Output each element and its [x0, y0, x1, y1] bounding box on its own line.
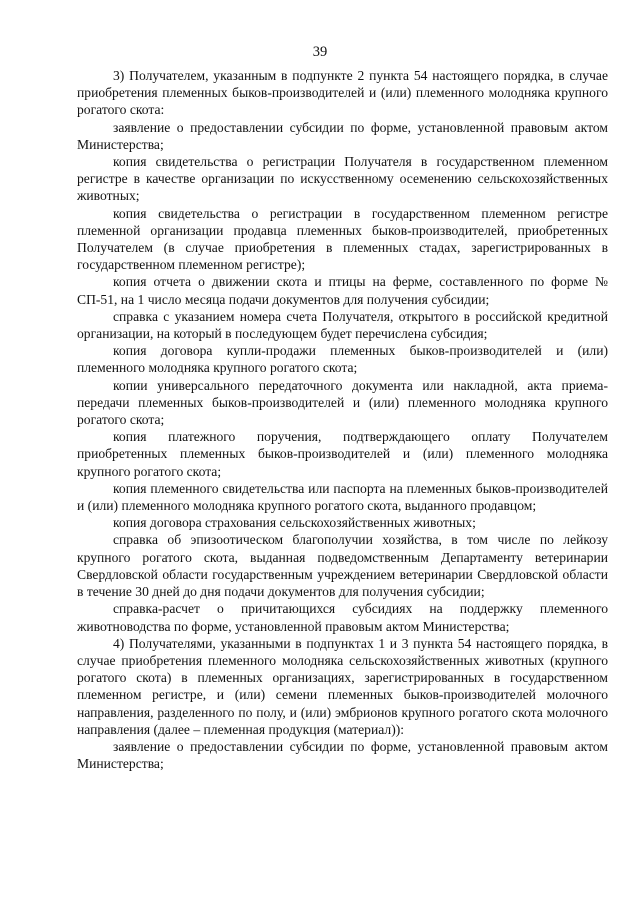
page-number: 39: [312, 44, 328, 60]
paragraph-veterinary-certificate: справка об эпизоотическом благополучии хозяйства, в том числе по лейкозу крупного рогатого скота, выданная подведомственным Департаменту ветеринарии Свердловской области государственным учреждением ветеринарии Свердловской области в течение 30 дней до дня подачи документов для получения субсидии;: [77, 532, 608, 600]
paragraph-bank-account: справка с указанием номера счета Получателя, открытого в российской кредитной организации, на который в последующем будет перечислена субсидия;: [77, 308, 608, 342]
paragraph-transfer-document: копии универсального передаточного документа или накладной, акта приема-передачи племенных быков-производителей и (или) племенного молодняка крупного рогатого скота;: [77, 377, 608, 428]
paragraph-sale-contract: копия договора купли-продажи племенных быков-производителей и (или) племенного молодняка крупного рогатого скота;: [77, 343, 608, 376]
paragraph-payment-order: копия платежного поручения, подтверждающего оплату Получателем приобретенных племенных быков-производителей и (или) племенного молодняка крупного рогатого скота;: [77, 429, 608, 479]
paragraph-subsidy-calculation: справка-расчет о причитающихся субсидиях на поддержку племенного животноводства по форме, установленной правовым актом Министерства;: [77, 601, 608, 634]
paragraph-application-repeat: заявление о предоставлении субсидии по форме, установленной правовым актом Министерства;: [77, 738, 608, 772]
paragraph-livestock-report: копия отчета о движении скота и птицы на ферме, составленного по форме № СП-51, на 1 число месяца подачи документов для получения субсидии;: [77, 274, 608, 307]
paragraph-breeding-certificate: копия племенного свидетельства или паспорта на племенных быков-производителей и (или) племенного молодняка крупного рогатого скота, выданного продавцом;: [77, 480, 608, 514]
document-body: [77, 67, 608, 772]
paragraph-item-3-intro: 3) Получателем, указанным в подпункте 2 пункта 54 настоящего порядка, в случае приобретения племенных быков-производителей и (или) племенного молодняка крупного рогатого скота:: [77, 68, 608, 118]
paragraph-insurance-contract: копия договора страхования сельскохозяйственных животных;: [113, 515, 476, 531]
paragraph-item-4-intro: 4) Получателями, указанными в подпунктах 1 и 3 пункта 54 настоящего порядка, в случае приобретения племенного молодняка сельскохозяйственных животных (крупного рогатого скота) в племенных организациях, зарегистрированных в государственном племенном регистре, и (или) семени племенных быков-производителей молочного направления, разделенного по полу, и (или) эмбрионов крупного рогатого скота молочного направления (далее – племенная продукция (материал)):: [77, 635, 608, 737]
paragraph-seller-registration: копия свидетельства о регистрации в государственном племенном регистре племенной организации продавца племенных быков-производителей, приобретенных Получателем (в случае приобретения в племенных стадах, зарегистрированных в государственном племенном регистре);: [77, 205, 608, 273]
paragraph-application: заявление о предоставлении субсидии по форме, установленной правовым актом Министерства;: [77, 119, 608, 152]
paragraph-registration-certificate: копия свидетельства о регистрации Получателя в государственном племенном регистре в качестве организации по искусственному осеменению сельскохозяйственных животных;: [77, 154, 608, 204]
